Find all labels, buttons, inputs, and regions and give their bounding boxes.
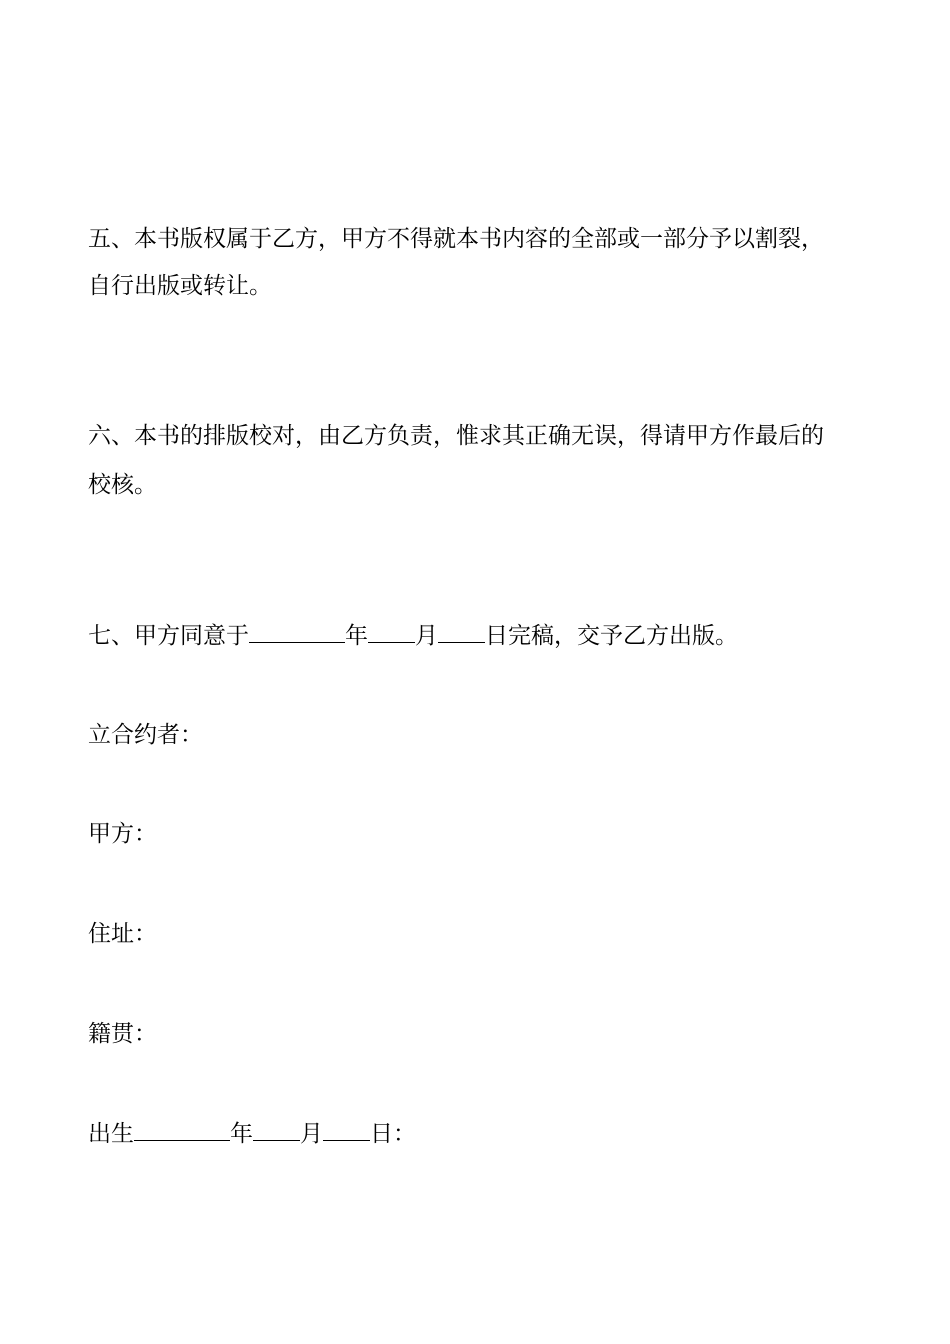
birth-day-blank[interactable] <box>323 1118 370 1141</box>
clause-seven-prefix: 七、甲方同意于 <box>88 623 249 649</box>
clause-seven-suffix: 日完稿，交予乙方出版。 <box>485 623 738 649</box>
birth-month-blank[interactable] <box>253 1118 300 1141</box>
birth-day-label: 日： <box>370 1121 416 1147</box>
clause-five-line-2: 自行出版或转让。 <box>88 273 272 299</box>
birth-prefix: 出生 <box>88 1121 134 1147</box>
completion-day-blank[interactable] <box>438 620 485 643</box>
completion-month-blank[interactable] <box>368 620 415 643</box>
birth-month-label: 月 <box>300 1121 323 1147</box>
clause-six-line-2: 校核。 <box>88 472 157 498</box>
party-a-label: 甲方： <box>88 821 157 847</box>
clause-six-line-1: 六、本书的排版校对，由乙方负责，惟求其正确无误，得请甲方作最后的 <box>88 423 824 449</box>
birth-line <box>88 1118 878 1149</box>
birth-year-blank[interactable] <box>134 1118 230 1141</box>
completion-year-blank[interactable] <box>249 620 345 643</box>
address-label: 住址： <box>88 921 157 947</box>
origin-label: 籍贯： <box>88 1021 157 1047</box>
clause-five-line-1: 五、本书版权属于乙方，甲方不得就本书内容的全部或一部分予以割裂， <box>88 226 824 252</box>
month-label: 月 <box>415 623 438 649</box>
clause-seven <box>88 620 878 651</box>
parties-label: 立合约者： <box>88 722 203 748</box>
birth-year-label: 年 <box>230 1121 253 1147</box>
year-label: 年 <box>345 623 368 649</box>
